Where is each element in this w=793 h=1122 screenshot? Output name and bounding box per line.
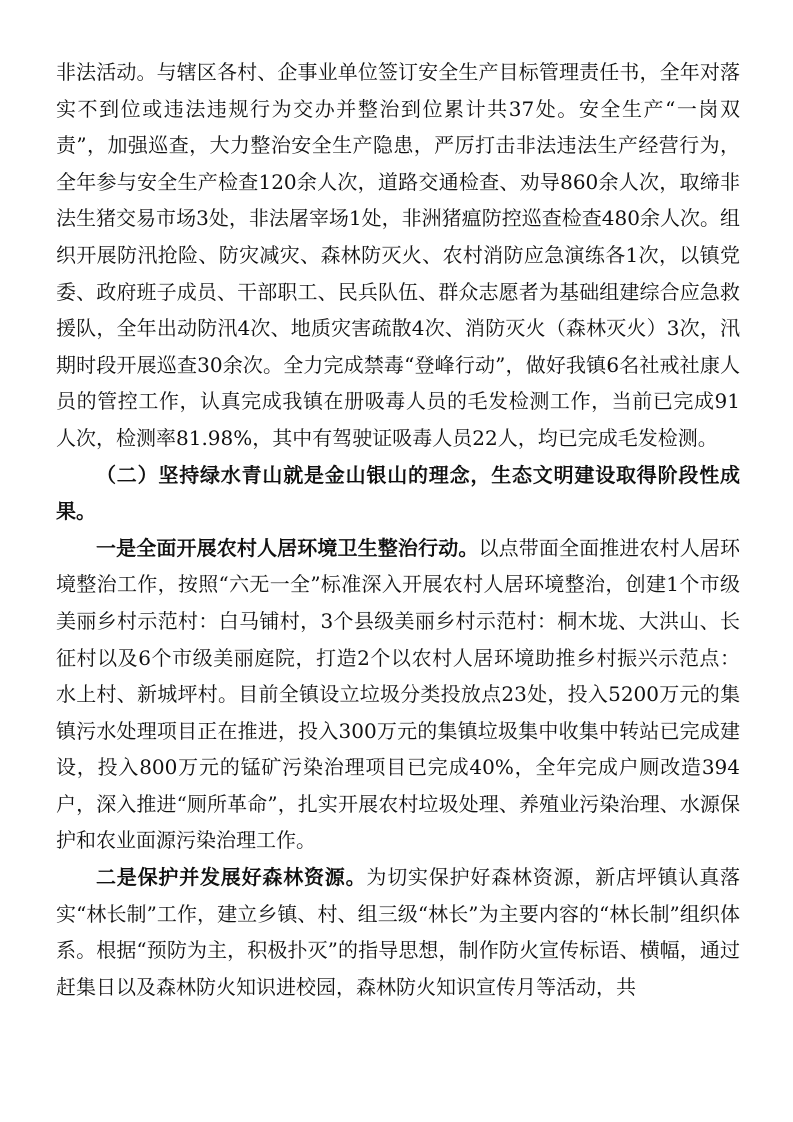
paragraph-lead-forest: 二是保护并发展好森林资源。	[96, 865, 367, 890]
paragraph-forest-resources	[56, 859, 740, 1005]
paragraph-text-environment: 以点带面全面推进农村人居环境整治工作，按照“六无一全”标准深入开展农村人居环境整治，创建1个市级美丽乡村示范村：白马铺村，3个县级美丽乡村示范村：桐木垅、大洪山、长征村以及6个市级美丽庭院，打造2个以农村人居环境助推乡村振兴示范点：水上村、新城坪村。目前全镇设立垃圾分类投放点23处，投入5200万元的集镇污水处理项目正在推进，投入300万元的集镇垃圾集中收集中转站已完成建设，投入800万元的锰矿污染治理项目已完成40%，全年完成户厕改造394户，深入推进“厕所革命”，扎实开展农村垃圾处理、养殖业污染治理、水源保护和农业面源污染治理工作。	[56, 535, 741, 853]
paragraph-text-forest: 为切实保护好森林资源，新店坪镇认真落实“林长制”工作，建立乡镇、村、组三级“林长”为主要内容的“林长制”组织体系。根据“预防为主，积极扑灭”的指导思想，制作防火宣传标语、横幅，通过赶集日以及森林防火知识进校园，森林防火知识宣传月等活动，共	[56, 865, 741, 999]
document-body	[56, 54, 740, 1005]
paragraph-safety-production: 非法活动。与辖区各村、企事业单位签订安全生产目标管理责任书，全年对落实不到位或违法违规行为交办并整治到位累计共37处。安全生产“一岗双责”，加强巡查，大力整治安全生产隐患，严厉打击非法违法生产经营行为，全年参与安全生产检查120余人次，道路交通检查、劝导860余人次，取缔非法生猪交易市场3处，非法屠宰场1处，非洲猪瘟防控巡查检查480余人次。组织开展防汛抢险、防灾减灾、森林防灭火、农村消防应急演练各1次，以镇党委、政府班子成员、干部职工、民兵队伍、群众志愿者为基础组建综合应急救援队，全年出动防汛4次、地质灾害疏散4次、消防灭火（森林灭火）3次，汛期时段开展巡查30余次。全力完成禁毒“登峰行动”，做好我镇6名社戒社康人员的管控工作，认真完成我镇在册吸毒人员的毛发检测工作，当前已完成91人次，检测率81.98%，其中有驾驶证吸毒人员22人，均已完成毛发检测。	[56, 60, 740, 450]
paragraph-lead-environment: 一是全面开展农村人居环境卫生整治行动。	[96, 535, 479, 560]
section-heading-ecology: （二）坚持绿水青山就是金山银山的理念，生态文明建设取得阶段性成果。	[56, 462, 740, 524]
paragraph-living-environment	[56, 530, 740, 859]
